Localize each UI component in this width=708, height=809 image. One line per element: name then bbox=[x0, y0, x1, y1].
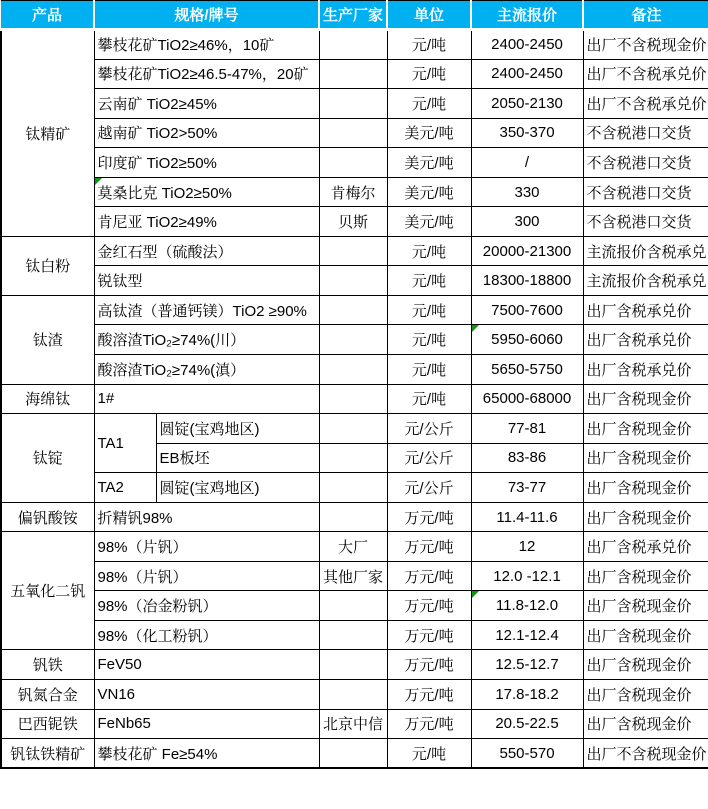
manufacturer-cell bbox=[319, 384, 387, 414]
spec-cell: 锐钛型 bbox=[94, 266, 319, 296]
unit-cell: 万元/吨 bbox=[387, 591, 471, 621]
comment-flag-icon bbox=[472, 325, 479, 332]
product-cell: 五氧化二钒 bbox=[1, 532, 94, 650]
price-cell: 300 bbox=[471, 207, 583, 237]
price-cell bbox=[471, 325, 583, 355]
col-header-product: 产品 bbox=[1, 1, 94, 30]
table-row bbox=[1, 502, 708, 532]
price-cell: 350-370 bbox=[471, 118, 583, 148]
spec-cell: 肯尼亚 TiO2≥49% bbox=[94, 207, 319, 237]
table-row bbox=[1, 561, 708, 591]
manufacturer-cell bbox=[319, 89, 387, 119]
table-row bbox=[1, 118, 708, 148]
manufacturer-cell bbox=[319, 266, 387, 296]
unit-cell: 元/吨 bbox=[387, 59, 471, 89]
table-row bbox=[1, 30, 708, 60]
manufacturer-cell bbox=[319, 620, 387, 650]
spec-cell: 98%（化工粉钒） bbox=[94, 620, 319, 650]
price-cell: 330 bbox=[471, 177, 583, 207]
col-header-spec: 规格/牌号 bbox=[94, 1, 319, 30]
spec-cell: 1# bbox=[94, 384, 319, 414]
col-header-manufacturer: 生产厂家 bbox=[319, 1, 387, 30]
col-header-unit: 单位 bbox=[387, 1, 471, 30]
price-text: 11.8-12.0 bbox=[495, 597, 559, 615]
note-cell: 不含税港口交货 bbox=[583, 177, 708, 207]
unit-cell: 美元/吨 bbox=[387, 118, 471, 148]
product-cell: 钒铁 bbox=[1, 650, 94, 680]
product-cell: 钒钛铁精矿 bbox=[1, 739, 94, 769]
note-cell: 出厂不含税承兑价 bbox=[583, 89, 708, 119]
table-row bbox=[1, 680, 708, 710]
table-row bbox=[1, 532, 708, 562]
table-row bbox=[1, 384, 708, 414]
note-cell: 主流报价含税承兑 bbox=[583, 266, 708, 296]
table-row bbox=[1, 739, 708, 769]
unit-cell: 万元/吨 bbox=[387, 650, 471, 680]
table-row bbox=[1, 207, 708, 237]
note-cell: 出厂含税承兑价 bbox=[583, 295, 708, 325]
note-cell: 不含税港口交货 bbox=[583, 207, 708, 237]
spec-cell bbox=[94, 177, 319, 207]
unit-cell: 元/吨 bbox=[387, 325, 471, 355]
note-cell: 出厂含税现金价 bbox=[583, 443, 708, 473]
note-cell: 出厂含税承兑价 bbox=[583, 532, 708, 562]
manufacturer-cell bbox=[319, 118, 387, 148]
price-cell: 12.1-12.4 bbox=[471, 620, 583, 650]
manufacturer-cell bbox=[319, 650, 387, 680]
price-cell: 2400-2450 bbox=[471, 59, 583, 89]
price-cell: 2400-2450 bbox=[471, 30, 583, 60]
unit-cell: 万元/吨 bbox=[387, 532, 471, 562]
manufacturer-cell bbox=[319, 680, 387, 710]
table-row bbox=[1, 177, 708, 207]
unit-cell: 元/吨 bbox=[387, 89, 471, 119]
manufacturer-cell bbox=[319, 739, 387, 769]
spec-cell: 酸溶渣TiO₂≥74%(滇） bbox=[94, 355, 319, 385]
price-cell: 83-86 bbox=[471, 443, 583, 473]
table-row bbox=[1, 709, 708, 739]
manufacturer-cell bbox=[319, 443, 387, 473]
table-row bbox=[1, 59, 708, 89]
note-cell: 出厂不含税现金价 bbox=[583, 30, 708, 60]
note-cell: 出厂含税现金价 bbox=[583, 384, 708, 414]
table-row bbox=[1, 89, 708, 119]
spec-cell: FeNb65 bbox=[94, 709, 319, 739]
manufacturer-cell bbox=[319, 502, 387, 532]
unit-cell: 元/公斤 bbox=[387, 473, 471, 503]
spec-cell: 98%（片钒） bbox=[94, 561, 319, 591]
manufacturer-cell bbox=[319, 59, 387, 89]
table-row bbox=[1, 148, 708, 178]
product-cell: 钛精矿 bbox=[1, 30, 94, 237]
price-cell: 20000-21300 bbox=[471, 236, 583, 266]
note-cell: 出厂含税现金价 bbox=[583, 502, 708, 532]
price-cell: 2050-2130 bbox=[471, 89, 583, 119]
product-cell: 巴西铌铁 bbox=[1, 709, 94, 739]
note-cell: 出厂含税现金价 bbox=[583, 709, 708, 739]
manufacturer-cell bbox=[319, 325, 387, 355]
note-cell: 出厂含税现金价 bbox=[583, 414, 708, 444]
spec-detail-cell: 圆锭(宝鸡地区) bbox=[156, 414, 319, 444]
product-cell: 钛渣 bbox=[1, 295, 94, 384]
price-cell: 7500-7600 bbox=[471, 295, 583, 325]
manufacturer-cell bbox=[319, 591, 387, 621]
spec-cell: 云南矿 TiO2≥45% bbox=[94, 89, 319, 119]
price-cell: 5650-5750 bbox=[471, 355, 583, 385]
spec-cell: 高钛渣（普通钙镁）TiO2 ≥90% bbox=[94, 295, 319, 325]
product-cell: 钛白粉 bbox=[1, 236, 94, 295]
table-row bbox=[1, 355, 708, 385]
table-row bbox=[1, 473, 708, 503]
table-row bbox=[1, 650, 708, 680]
price-cell bbox=[471, 591, 583, 621]
product-cell: 偏钒酸铵 bbox=[1, 502, 94, 532]
table-row bbox=[1, 591, 708, 621]
unit-cell: 元/吨 bbox=[387, 30, 471, 60]
spec-cell: 金红石型（硫酸法） bbox=[94, 236, 319, 266]
spec-cell: 98%（冶金粉钒） bbox=[94, 591, 319, 621]
manufacturer-cell: 肯梅尔 bbox=[319, 177, 387, 207]
unit-cell: 元/公斤 bbox=[387, 443, 471, 473]
note-cell: 出厂含税现金价 bbox=[583, 561, 708, 591]
unit-cell: 美元/吨 bbox=[387, 177, 471, 207]
spec-cell: 折精钒98% bbox=[94, 502, 319, 532]
table-row bbox=[1, 295, 708, 325]
price-cell: 65000-68000 bbox=[471, 384, 583, 414]
manufacturer-cell bbox=[319, 236, 387, 266]
unit-cell: 万元/吨 bbox=[387, 620, 471, 650]
unit-cell: 万元/吨 bbox=[387, 709, 471, 739]
unit-cell: 元/吨 bbox=[387, 266, 471, 296]
price-cell: 20.5-22.5 bbox=[471, 709, 583, 739]
manufacturer-cell: 北京中信 bbox=[319, 709, 387, 739]
price-cell: 77-81 bbox=[471, 414, 583, 444]
spec-cell: 印度矿 TiO2≥50% bbox=[94, 148, 319, 178]
manufacturer-cell bbox=[319, 30, 387, 60]
note-cell: 出厂含税现金价 bbox=[583, 650, 708, 680]
spec-cell: VN16 bbox=[94, 680, 319, 710]
comment-flag-icon bbox=[95, 178, 102, 185]
price-cell: / bbox=[471, 148, 583, 178]
spec-detail-cell: 圆锭(宝鸡地区) bbox=[156, 473, 319, 503]
note-cell: 出厂含税现金价 bbox=[583, 591, 708, 621]
spec-cell: FeV50 bbox=[94, 650, 319, 680]
unit-cell: 万元/吨 bbox=[387, 502, 471, 532]
manufacturer-cell bbox=[319, 473, 387, 503]
col-header-price: 主流报价 bbox=[471, 1, 583, 30]
unit-cell: 元/公斤 bbox=[387, 414, 471, 444]
unit-cell: 元/吨 bbox=[387, 355, 471, 385]
note-cell: 出厂含税现金价 bbox=[583, 680, 708, 710]
price-cell: 12 bbox=[471, 532, 583, 562]
note-cell: 出厂不含税现金价 bbox=[583, 739, 708, 769]
unit-cell: 万元/吨 bbox=[387, 561, 471, 591]
manufacturer-cell: 大厂 bbox=[319, 532, 387, 562]
price-cell: 12.5-12.7 bbox=[471, 650, 583, 680]
note-cell: 出厂不含税承兑价 bbox=[583, 59, 708, 89]
note-cell: 出厂含税承兑价 bbox=[583, 325, 708, 355]
spec-cell: 攀枝花矿TiO2≥46.5-47%，20矿 bbox=[94, 59, 319, 89]
header-row bbox=[1, 1, 708, 30]
unit-cell: 元/吨 bbox=[387, 739, 471, 769]
product-cell: 海绵钛 bbox=[1, 384, 94, 414]
grade-cell: TA2 bbox=[94, 473, 156, 503]
unit-cell: 美元/吨 bbox=[387, 148, 471, 178]
manufacturer-cell bbox=[319, 295, 387, 325]
note-cell: 出厂含税承兑价 bbox=[583, 355, 708, 385]
manufacturer-cell: 其他厂家 bbox=[319, 561, 387, 591]
note-cell: 出厂含税现金价 bbox=[583, 473, 708, 503]
spec-detail-cell: EB板坯 bbox=[156, 443, 319, 473]
unit-cell: 元/吨 bbox=[387, 295, 471, 325]
product-cell: 钛锭 bbox=[1, 414, 94, 503]
unit-cell: 元/吨 bbox=[387, 384, 471, 414]
note-cell: 主流报价含税承兑 bbox=[583, 236, 708, 266]
spec-cell: 酸溶渣TiO₂≥74%(川） bbox=[94, 325, 319, 355]
comment-flag-icon bbox=[472, 591, 479, 598]
col-header-note: 备注 bbox=[583, 1, 708, 30]
spec-text: 莫桑比克 TiO2≥50% bbox=[97, 184, 232, 202]
product-cell: 钒氮合金 bbox=[1, 680, 94, 710]
unit-cell: 元/吨 bbox=[387, 236, 471, 266]
spec-cell: 攀枝花矿 Fe≥54% bbox=[94, 739, 319, 769]
grade-cell: TA1 bbox=[94, 414, 156, 473]
table-row bbox=[1, 620, 708, 650]
table-row bbox=[1, 325, 708, 355]
price-cell: 550-570 bbox=[471, 739, 583, 769]
price-cell: 17.8-18.2 bbox=[471, 680, 583, 710]
manufacturer-cell: 贝斯 bbox=[319, 207, 387, 237]
spec-cell: 98%（片钒） bbox=[94, 532, 319, 562]
manufacturer-cell bbox=[319, 148, 387, 178]
unit-cell: 美元/吨 bbox=[387, 207, 471, 237]
spec-cell: 攀枝花矿TiO2≥46%，10矿 bbox=[94, 30, 319, 60]
price-cell: 73-77 bbox=[471, 473, 583, 503]
price-cell: 18300-18800 bbox=[471, 266, 583, 296]
table-row bbox=[1, 266, 708, 296]
table-row bbox=[1, 236, 708, 266]
manufacturer-cell bbox=[319, 414, 387, 444]
spec-cell: 越南矿 TiO2>50% bbox=[94, 118, 319, 148]
note-cell: 出厂含税现金价 bbox=[583, 620, 708, 650]
note-cell: 不含税港口交货 bbox=[583, 148, 708, 178]
table-row bbox=[1, 414, 708, 444]
price-cell: 11.4-11.6 bbox=[471, 502, 583, 532]
unit-cell: 万元/吨 bbox=[387, 680, 471, 710]
price-cell: 12.0 -12.1 bbox=[471, 561, 583, 591]
note-cell: 不含税港口交货 bbox=[583, 118, 708, 148]
price-text: 5950-6060 bbox=[491, 331, 563, 349]
manufacturer-cell bbox=[319, 355, 387, 385]
